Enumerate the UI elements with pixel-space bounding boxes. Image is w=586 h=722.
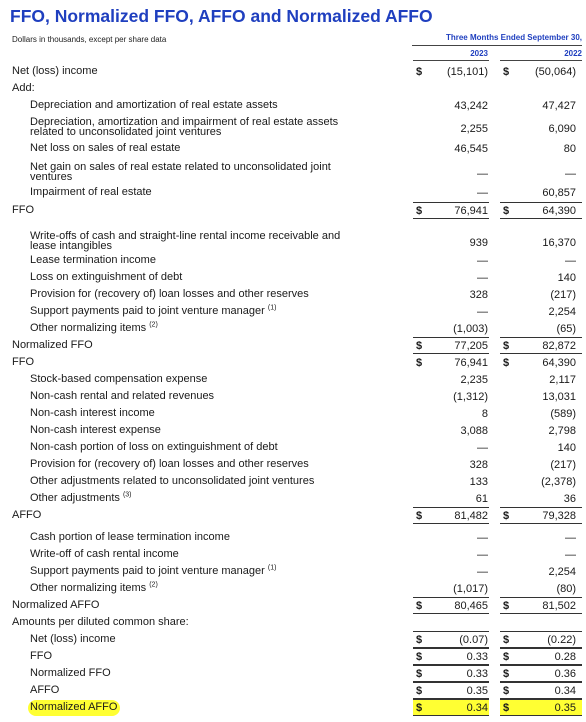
row-label — [30, 425, 161, 435]
value-2023: 0.34 — [466, 702, 488, 714]
row-label — [30, 231, 340, 251]
row-label — [30, 476, 314, 486]
table-row — [0, 140, 586, 157]
value-2022: 47,427 — [542, 100, 576, 112]
row-label-text: Support payments paid to joint venture manager — [30, 565, 265, 577]
row-label — [12, 205, 34, 215]
period-divider — [412, 45, 582, 46]
currency-symbol-2022: $ — [503, 634, 510, 646]
row-label-text: Normalized FFO — [12, 339, 93, 351]
row-label — [12, 66, 98, 76]
value-2022: (65) — [556, 323, 576, 335]
row-label — [12, 600, 99, 610]
table-row — [0, 665, 586, 682]
value-2023: 328 — [469, 289, 488, 301]
row-label-text: AFFO — [30, 684, 60, 696]
value-2023: — — [477, 255, 488, 267]
value-2022: 2,254 — [548, 306, 576, 318]
currency-symbol-2023: $ — [416, 702, 423, 714]
table-row — [0, 456, 586, 473]
value-2022: (217) — [550, 459, 576, 471]
table-row — [0, 371, 586, 388]
value-2022: 2,254 — [548, 566, 576, 578]
footnote-marker: (3) — [122, 491, 132, 499]
value-2023: — — [477, 566, 488, 578]
row-label — [30, 255, 156, 265]
row-label — [12, 83, 35, 93]
value-2022: 13,031 — [542, 391, 576, 403]
year-2023-divider — [413, 60, 489, 61]
value-2023: — — [477, 306, 488, 318]
currency-symbol-2023: $ — [416, 205, 423, 217]
row-label — [30, 459, 309, 469]
table-row — [0, 682, 586, 699]
value-2022: 64,390 — [542, 205, 576, 217]
currency-symbol-2022: $ — [503, 66, 510, 78]
currency-symbol-2023: $ — [416, 66, 423, 78]
units-note: Dollars in thousands, except per share data — [12, 35, 167, 44]
currency-symbol-2022: $ — [503, 510, 510, 522]
row-label-continuation: related to unconsolidated joint ventures — [30, 126, 222, 138]
value-2022: 60,857 — [542, 187, 576, 199]
row-label — [30, 566, 276, 576]
row-label-text: Provision for (recovery of) loan losses and other reserves — [30, 288, 309, 300]
row-label-text: Loss on extinguishment of debt — [30, 271, 183, 283]
value-2023: (1,003) — [453, 323, 488, 335]
year-2023-header: 2023 — [470, 49, 488, 58]
row-label — [30, 685, 59, 695]
row-label-text: AFFO — [12, 509, 42, 521]
currency-symbol-2023: $ — [416, 634, 423, 646]
currency-symbol-2023: $ — [416, 600, 423, 612]
row-label — [30, 100, 278, 110]
row-label — [30, 162, 331, 182]
footnote-marker: (1) — [267, 304, 277, 312]
table-row — [0, 490, 586, 507]
table-row — [0, 80, 586, 97]
value-2023: 939 — [469, 237, 488, 249]
table-row — [0, 648, 586, 665]
value-2022: 6,090 — [548, 123, 576, 135]
table-row — [0, 63, 586, 80]
row-label — [30, 651, 52, 661]
currency-symbol-2022: $ — [503, 340, 510, 352]
value-2023: — — [477, 532, 488, 544]
table-row — [0, 439, 586, 456]
currency-symbol-2023: $ — [416, 668, 423, 680]
value-2022: — — [565, 168, 576, 180]
currency-symbol-2022: $ — [503, 668, 510, 680]
value-2022: 0.35 — [554, 702, 576, 714]
year-2022-divider — [500, 60, 582, 61]
table-row — [0, 507, 586, 524]
row-label-text: Support payments paid to joint venture manager — [30, 305, 265, 317]
table-row — [0, 546, 586, 563]
value-2022: (589) — [550, 408, 576, 420]
table-row — [0, 699, 586, 716]
value-2022: 140 — [557, 442, 576, 454]
value-2022: — — [565, 549, 576, 561]
row-label-text: Depreciation and amortization of real estate assets — [30, 99, 278, 111]
row-label-text: Other normalizing items — [30, 322, 147, 334]
currency-symbol-2023: $ — [416, 651, 423, 663]
row-label — [30, 187, 152, 197]
value-2023: 43,242 — [454, 100, 488, 112]
period-header: Three Months Ended September 30, — [445, 33, 582, 42]
currency-symbol-2023: $ — [416, 510, 423, 522]
table-row — [0, 388, 586, 405]
table-row — [0, 614, 586, 631]
row-label-text: Net loss on sales of real estate — [30, 142, 181, 154]
year-2022-header: 2022 — [564, 49, 582, 58]
table-row — [0, 230, 586, 252]
table-row — [0, 269, 586, 286]
value-2023: 80,465 — [454, 600, 488, 612]
value-2023: (1,312) — [453, 391, 488, 403]
table-row — [0, 597, 586, 614]
value-2022: (2,378) — [541, 476, 576, 488]
row-label — [30, 391, 214, 401]
value-2023: 61 — [475, 493, 488, 505]
value-2022: — — [565, 532, 576, 544]
row-label — [30, 289, 309, 299]
row-label-text: Write-offs of cash and straight-line rental income receivable and — [30, 230, 341, 242]
value-2023: 0.33 — [466, 651, 488, 663]
row-label — [12, 617, 189, 627]
row-label-text: Other normalizing items — [30, 582, 147, 594]
row-label — [12, 340, 93, 350]
value-2022: 81,502 — [542, 600, 576, 612]
value-2022: 2,798 — [548, 425, 576, 437]
table-row — [0, 337, 586, 354]
currency-symbol-2022: $ — [503, 651, 510, 663]
table-row — [0, 473, 586, 490]
row-label-text: Normalized AFFO — [30, 701, 118, 713]
row-label — [30, 549, 179, 559]
row-label-text: FFO — [12, 204, 34, 216]
value-2023: — — [477, 442, 488, 454]
currency-symbol-2022: $ — [503, 205, 510, 217]
row-label-text: Cash portion of lease termination income — [30, 531, 230, 543]
row-label — [30, 323, 158, 333]
value-2022: 0.36 — [554, 668, 576, 680]
row-label-text: Add: — [12, 82, 35, 94]
table-row — [0, 563, 586, 580]
value-2022: 79,328 — [542, 510, 576, 522]
row-label — [12, 357, 34, 367]
value-2023: 76,941 — [454, 357, 488, 369]
row-label — [30, 532, 230, 542]
table-row — [0, 184, 586, 201]
value-2023: 328 — [469, 459, 488, 471]
row-label — [30, 634, 116, 644]
row-label — [30, 272, 182, 282]
value-2022: 64,390 — [542, 357, 576, 369]
row-label-text: Non-cash interest expense — [30, 424, 161, 436]
row-label — [30, 442, 278, 452]
value-2022: 0.28 — [554, 651, 576, 663]
value-2023: 2,235 — [460, 374, 488, 386]
row-label-text: Impairment of real estate — [30, 186, 152, 198]
row-label-text: FFO — [30, 650, 52, 662]
value-2023: (1,017) — [453, 583, 488, 595]
row-label — [30, 408, 155, 418]
value-2022: 80 — [563, 143, 576, 155]
table-row — [0, 422, 586, 439]
value-2022: 0.34 — [554, 685, 576, 697]
currency-symbol-2023: $ — [416, 340, 423, 352]
value-2023: — — [477, 168, 488, 180]
row-label-text: Stock-based compensation expense — [30, 373, 208, 385]
value-2023: 81,482 — [454, 510, 488, 522]
row-label — [30, 374, 207, 384]
row-label-continuation: lease intangibles — [30, 240, 112, 252]
row-label-text: FFO — [12, 356, 34, 368]
row-label-text: Net (loss) income — [30, 633, 116, 645]
value-2023: 133 — [469, 476, 488, 488]
value-2022: (0.22) — [547, 634, 576, 646]
value-2023: 2,255 — [460, 123, 488, 135]
value-2023: 77,205 — [454, 340, 488, 352]
row-label-text: Normalized AFFO — [12, 599, 100, 611]
row-label-text: Net gain on sales of real estate related to unconsolidated joint — [30, 161, 331, 173]
value-2023: — — [477, 549, 488, 561]
value-2023: 0.35 — [466, 685, 488, 697]
value-2022: — — [565, 255, 576, 267]
table-row — [0, 97, 586, 114]
row-label — [30, 143, 180, 153]
currency-symbol-2022: $ — [503, 685, 510, 697]
value-2023: (0.07) — [459, 634, 488, 646]
row-label-text: Other adjustments — [30, 492, 120, 504]
value-2022: (217) — [550, 289, 576, 301]
currency-symbol-2023: $ — [416, 357, 423, 369]
table-row — [0, 161, 586, 183]
value-2022: 82,872 — [542, 340, 576, 352]
row-label-text: Non-cash interest income — [30, 407, 155, 419]
row-label-text: Non-cash portion of loss on extinguishment of debt — [30, 441, 278, 453]
row-label — [12, 510, 41, 520]
footnote-marker: (2) — [149, 581, 158, 589]
footnote-marker: (1) — [267, 564, 277, 572]
table-row — [0, 580, 586, 597]
table-row — [0, 252, 586, 269]
value-2022: (50,064) — [535, 66, 576, 78]
value-2022: 16,370 — [542, 237, 576, 249]
row-label-text: Normalized FFO — [30, 667, 111, 679]
table-row — [0, 631, 586, 648]
value-2023: 3,088 — [460, 425, 488, 437]
value-2023: 0.33 — [466, 668, 488, 680]
currency-symbol-2022: $ — [503, 357, 510, 369]
currency-symbol-2022: $ — [503, 600, 510, 612]
row-label-text: Write-off of cash rental income — [30, 548, 179, 560]
row-label-text: Net (loss) income — [12, 65, 98, 77]
row-label-text: Lease termination income — [30, 254, 156, 266]
value-2023: (15,101) — [447, 66, 488, 78]
footnote-marker: (2) — [149, 321, 158, 329]
row-label — [30, 702, 117, 712]
row-label-text: Provision for (recovery of) loan losses and other reserves — [30, 458, 309, 470]
row-label-text: Other adjustments related to unconsolidated joint ventures — [30, 475, 315, 487]
value-2022: 36 — [563, 493, 576, 505]
value-2023: 46,545 — [454, 143, 488, 155]
row-label — [30, 117, 338, 137]
value-2023: — — [477, 272, 488, 284]
currency-symbol-2023: $ — [416, 685, 423, 697]
row-label-text: Non-cash rental and related revenues — [30, 390, 215, 402]
currency-symbol-2022: $ — [503, 702, 510, 714]
row-label-continuation: ventures — [30, 171, 73, 183]
row-label — [30, 668, 111, 678]
table-row — [0, 405, 586, 422]
value-2022: 2,117 — [549, 374, 576, 386]
value-2022: 140 — [557, 272, 576, 284]
table-row — [0, 529, 586, 546]
value-2023: — — [477, 187, 488, 199]
row-label — [30, 493, 132, 503]
row-label — [30, 583, 158, 593]
row-label — [30, 306, 276, 316]
page-title: FFO, Normalized FFO, AFFO and Normalized AFFO — [10, 6, 433, 26]
value-2023: 76,941 — [454, 205, 488, 217]
table-row — [0, 286, 586, 303]
table-row — [0, 303, 586, 320]
row-label-text: Amounts per diluted common share: — [12, 616, 189, 628]
table-row — [0, 202, 586, 219]
table-row — [0, 320, 586, 337]
value-2022: (80) — [556, 583, 576, 595]
row-label-text: Depreciation, amortization and impairment of real estate assets — [30, 116, 339, 128]
table-row — [0, 116, 586, 138]
table-row — [0, 354, 586, 371]
value-2023: 8 — [481, 408, 488, 420]
